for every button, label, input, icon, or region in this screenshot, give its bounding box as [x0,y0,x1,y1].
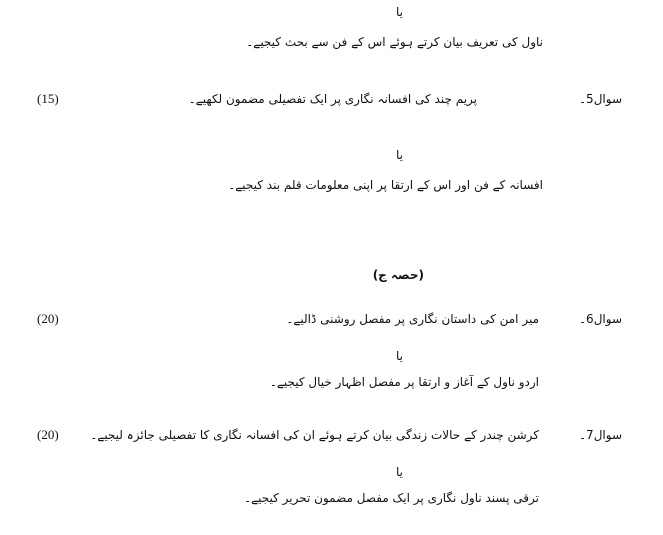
alternate-question-q6: اردو ناول کے آغاز و ارتقا پر مفصل اظہار خیال کیجیے۔ [269,375,539,389]
marks-q5: (15) [37,91,59,106]
question-text-q6: میر امن کی داستان نگاری پر مفصل روشنی ڈالیے۔ [286,312,539,326]
question-text-q7: کرشن چندر کے حالات زندگی بیان کرتے ہوئے ان کی افسانہ نگاری کا تفصیلی جائزہ لیجیے۔ [90,428,539,442]
alternate-question: ناول کی تعریف بیان کرتے ہوئے اس کے فن سے بحث کیجیے۔ [246,35,543,49]
or-label: یا [396,5,403,19]
alternate-question-q7: ترقی پسند ناول نگاری پر ایک مفصل مضمون تحریر کیجیے۔ [244,491,539,505]
question-text-q5: پریم چند کی افسانہ نگاری پر ایک تفصیلی مضمون لکھیے۔ [188,92,477,106]
question-label-q7: سوال7۔ [579,428,622,442]
question-label-q6: سوال6۔ [579,312,622,326]
marks-q7: (20) [37,427,59,442]
or-label: یا [396,148,403,162]
or-label: یا [396,465,403,479]
marks-q6: (20) [37,311,59,326]
question-label-q5: سوال5۔ [579,92,622,106]
or-label: یا [396,349,403,363]
section-heading: (حصہ ج) [372,268,424,282]
alternate-question-q5: افسانہ کے فن اور اس کے ارتقا پر اپنی معلومات قلم بند کیجیے۔ [228,178,543,192]
